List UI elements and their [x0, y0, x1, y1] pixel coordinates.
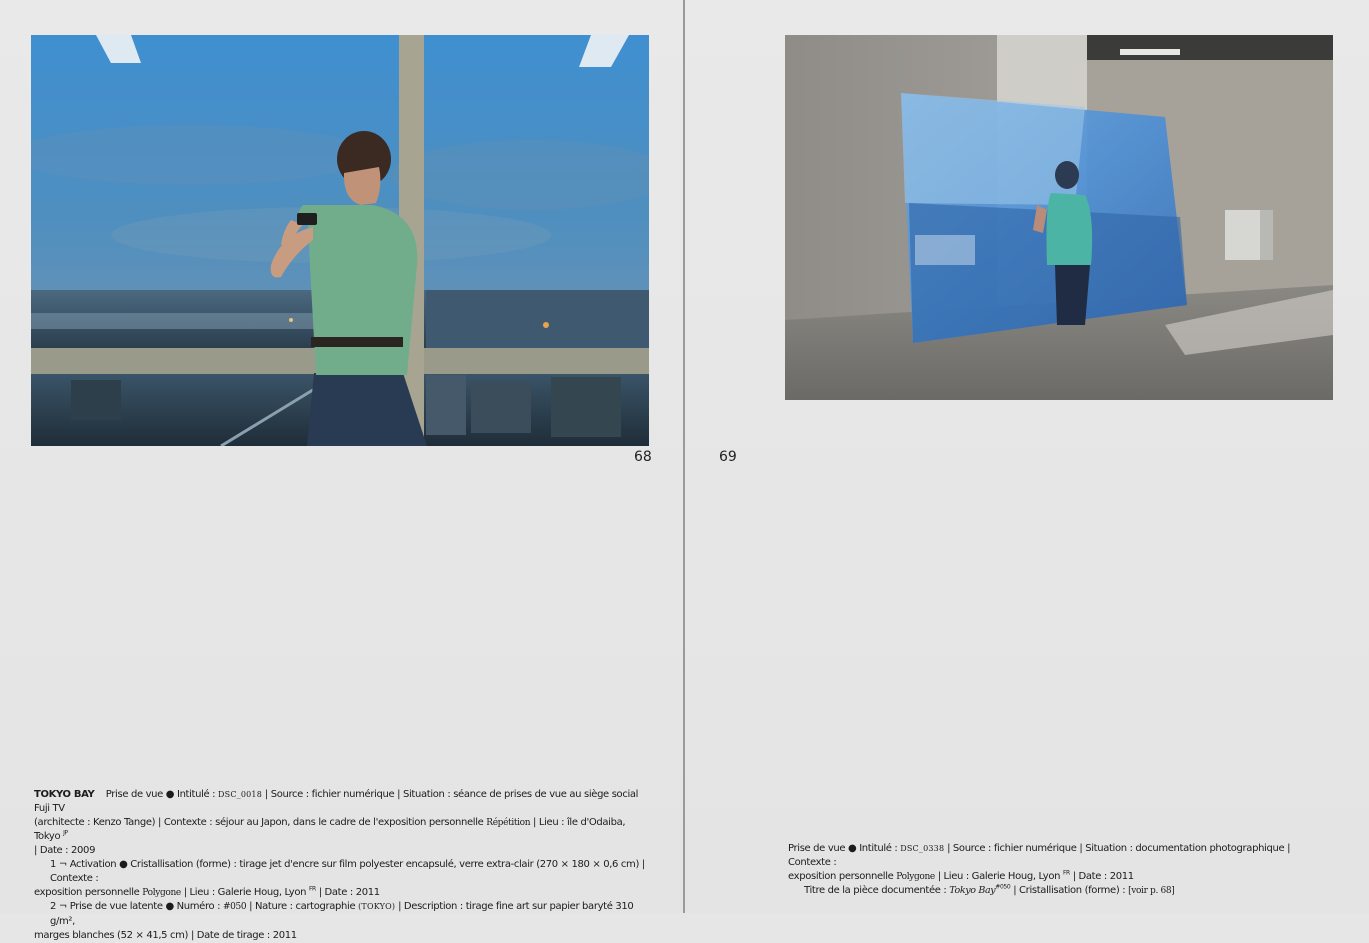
caption-text: 2 ¬ Prise de vue latente ● Numéro : — [50, 901, 223, 913]
photo-tokyo-bay-svg — [31, 35, 649, 446]
photo-gallery-svg — [785, 35, 1333, 400]
caption-work-title: Tokyo Bay — [949, 885, 996, 897]
caption-left-line-3: | Date : 2009 — [34, 845, 96, 857]
caption-text: exposition personnelle — [34, 886, 143, 898]
caption-smallcaps: (TOKYO) — [358, 902, 396, 912]
caption-text: (architecte : Kenzo Tange) | Contexte : séjour au Japon, dans le cadre de l'exposition personnelle — [34, 816, 487, 828]
caption-text: Prise de vue ● Intitulé : — [788, 843, 901, 854]
caption-number: #050 — [222, 902, 247, 913]
page-number-right: 69 — [719, 449, 737, 465]
photo-gallery-installation — [785, 35, 1333, 400]
caption-left-line-1 — [34, 788, 654, 816]
caption-exhibition: Polygone — [896, 871, 935, 882]
caption-text: exposition personnelle — [788, 870, 897, 882]
caption-right-line-3 — [788, 884, 1328, 899]
caption-exhibition: Répétition — [486, 817, 531, 828]
photo-tokyo-bay-window — [31, 35, 649, 446]
caption-code: DSC_0338 — [900, 844, 945, 853]
caption-text: Titre de la pièce documentée : — [804, 885, 950, 897]
caption-text: | Nature : cartographie — [246, 901, 359, 913]
caption-text: | Date : 2011 — [315, 886, 380, 898]
caption-text: | Description : tirage fine art sur papier baryté 310 g/m², — [50, 901, 634, 928]
caption-title: TOKYO BAY — [34, 789, 95, 800]
caption-country: JP — [63, 830, 68, 838]
caption-text: Prise de vue ● Intitulé : — [105, 789, 219, 800]
caption-text: | Date : 2011 — [1069, 870, 1134, 882]
caption-left-line-5 — [34, 886, 654, 901]
caption-right-line-2 — [788, 870, 1328, 885]
left-page — [0, 0, 684, 941]
caption-left — [34, 788, 654, 943]
caption-left-line-4: 1 ¬ Activation ● Cristallisation (forme) : tirage jet d'encre sur film polyester encapsulé, verre extra-clair (270 × 180 × 0,6 cm) | Contexte : — [50, 858, 645, 884]
caption-text: | Lieu : Galerie Houg, Lyon — [180, 886, 307, 898]
caption-country: FR — [308, 885, 316, 893]
caption-right-line-1 — [788, 842, 1328, 870]
caption-work-number: #050 — [995, 884, 1011, 892]
page-number-left: 68 — [634, 449, 652, 465]
caption-page-ref: [voir p. 68] — [1128, 886, 1175, 897]
caption-left-line-7: marges blanches (52 × 41,5 cm) | Date de tirage : 2011 — [34, 929, 297, 941]
caption-text: | Lieu : Galerie Houg, Lyon — [934, 870, 1061, 882]
caption-text: | Source : fichier numérique | Situation : documentation photographique | Contexte : — [788, 843, 1291, 868]
caption-text: | Cristallisation (forme) : — [1010, 885, 1129, 897]
caption-code: DSC_0018 — [218, 790, 263, 799]
caption-text: | Lieu : île d'Odaiba, Tokyo — [34, 816, 626, 843]
caption-left-line-6 — [34, 900, 654, 929]
caption-country: FR — [1062, 869, 1070, 877]
caption-exhibition: Polygone — [142, 887, 181, 898]
caption-right — [788, 842, 1328, 899]
caption-text: | Source : fichier numérique | Situation : séance de prises de vue au siège social Fuji TV — [34, 789, 639, 814]
caption-left-line-2 — [34, 816, 654, 845]
